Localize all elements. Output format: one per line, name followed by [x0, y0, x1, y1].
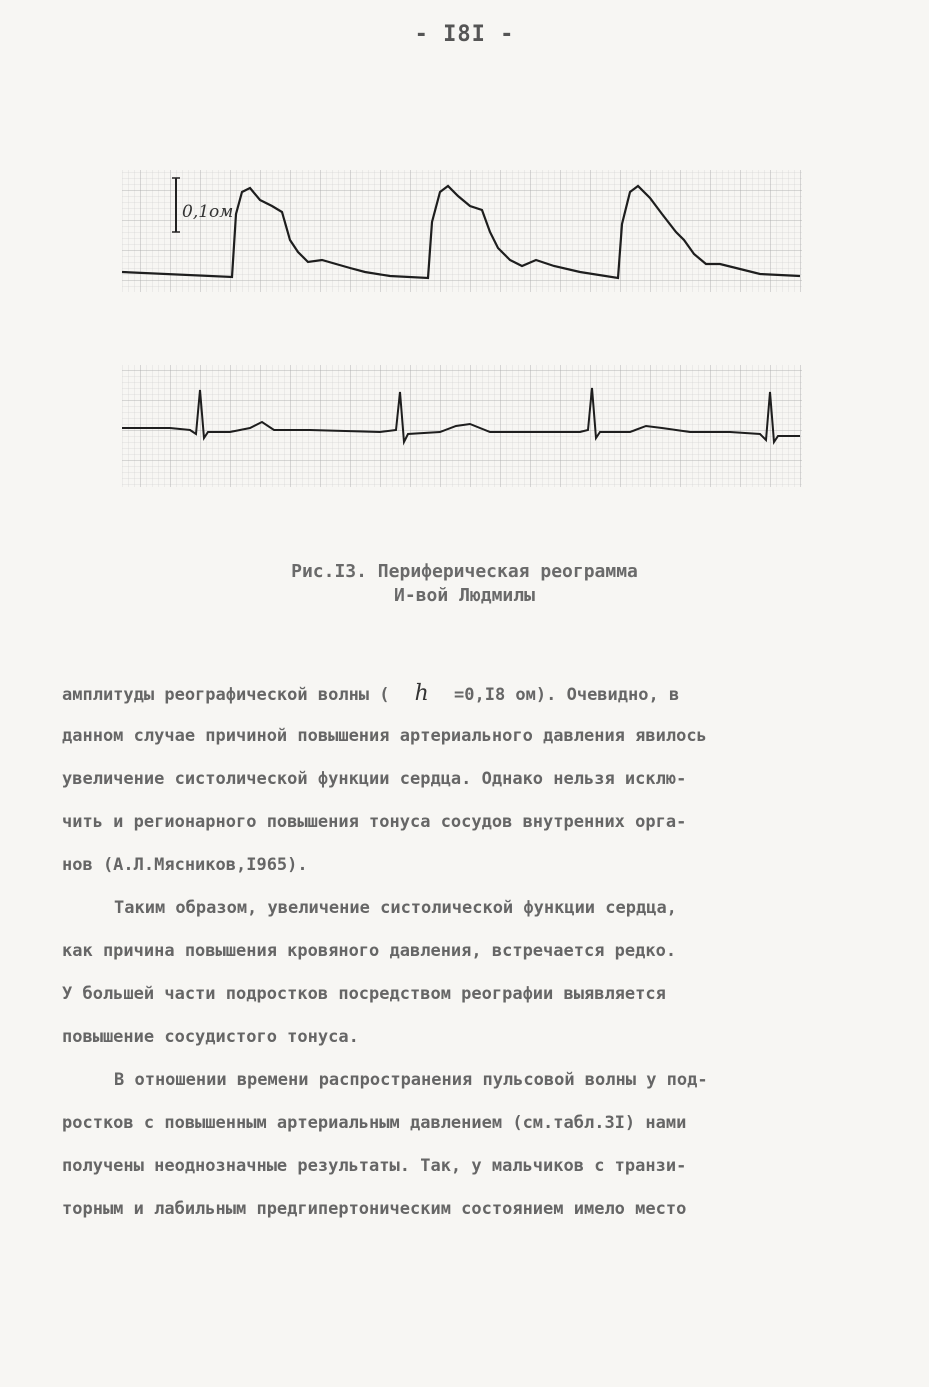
text-line: У большей части подростков посредством реографии выявляется — [62, 984, 666, 1004]
text-fragment: амплитуды реографической волны ( — [62, 685, 390, 705]
rheogram-figure — [110, 160, 810, 500]
text-line: В отношении времени распространения пульсовой волны у под- — [114, 1070, 708, 1090]
scale-label: 0,1ом — [182, 202, 234, 222]
caption-line-1: Рис.I3. Периферическая реограмма — [291, 561, 638, 582]
h-symbol: h — [414, 681, 429, 706]
top-trace-grid — [122, 170, 802, 292]
text-fragment: =0,I8 ом). Очевидно, в — [454, 685, 680, 705]
text-line: чить и регионарного повышения тонуса сосудов внутренних орга- — [62, 812, 687, 832]
text-line: увеличение систолической функции сердца. Однако нельзя исклю- — [62, 769, 687, 789]
text-line: получены неоднозначные результаты. Так, у мальчиков с транзи- — [62, 1156, 687, 1176]
text-line: повышение сосудистого тонуса. — [62, 1027, 359, 1047]
text-line: нов (А.Л.Мясников,I965). — [62, 855, 308, 875]
caption-line-2: И-вой Людмилы — [394, 585, 535, 606]
figure-caption — [0, 560, 929, 608]
text-line: данном случае причиной повышения артериального давления явилось — [62, 726, 707, 746]
text-line: Таким образом, увеличение систолической функции сердца, — [114, 898, 677, 918]
text-line: как причина повышения кровяного давления, встречается редко. — [62, 941, 677, 961]
text-line: ростков с повышенным артериальным давлением (см.табл.3I) нами — [62, 1113, 687, 1133]
page-number: - I8I - — [414, 22, 515, 47]
text-line: торным и лабильным предгипертоническим состоянием имело место — [62, 1199, 687, 1219]
text-line — [62, 672, 882, 715]
body-text — [62, 672, 882, 1231]
